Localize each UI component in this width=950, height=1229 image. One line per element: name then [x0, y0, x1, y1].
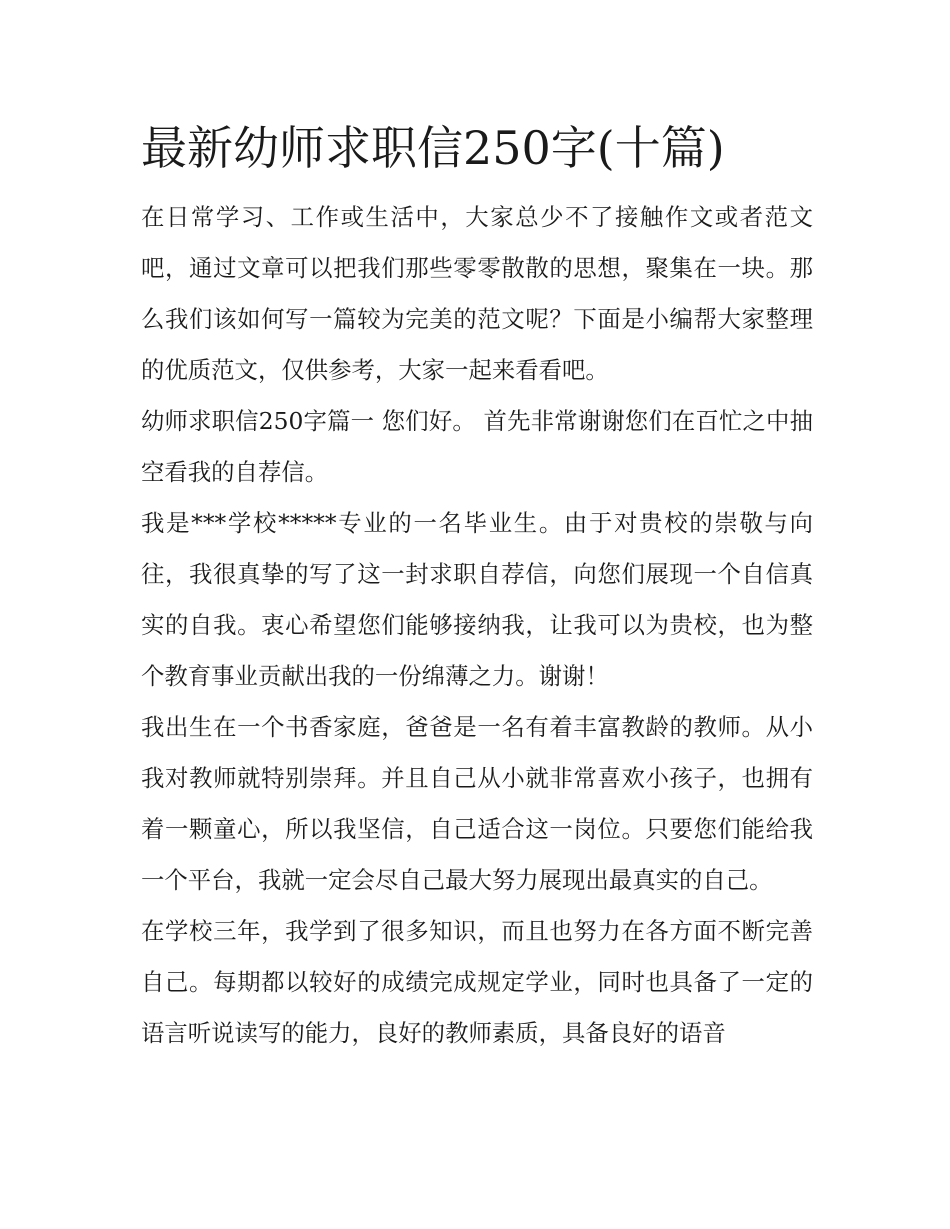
document-title: 最新幼师求职信250字(十篇) — [141, 121, 725, 175]
paragraph-intro: 在日常学习、工作或生活中，大家总少不了接触作文或者范文吧，通过文章可以把我们那些零零散散的思想，聚集在一块。那么我们该如何写一篇较为完美的范文呢？下面是小编帮大家整理的优质范文，仅供参考，大家一起来看看吧。 — [141, 203, 813, 384]
paragraph-greeting: 幼师求职信250字篇一 您们好。 首先非常谢谢您们在百忙之中抽空看我的自荐信。 — [141, 407, 813, 486]
paragraph-self-introduction: 我是***学校*****专业的一名毕业生。由于对贵校的崇敬与向往，我很真挚的写了这一封求职自荐信，向您们展现一个自信真实的自我。衷心希望您们能够接纳我，让我可以为贵校，也为整个教育事业贡献出我的一份绵薄之力。谢谢！ — [141, 509, 813, 690]
paragraph-school-experience: 在学校三年，我学到了很多知识，而且也努力在各方面不断完善自己。每期都以较好的成绩完成规定学业，同时也具备了一定的语言听说读写的能力，良好的教师素质，具备良好的语音 — [141, 917, 813, 1047]
document-content — [141, 118, 813, 1059]
paragraph-family-background: 我出生在一个书香家庭，爸爸是一名有着丰富教龄的教师。从小我对教师就特别崇拜。并且自己从小就非常喜欢小孩子，也拥有着一颗童心，所以我坚信，自己适合这一岗位。只要您们能给我一个平台，我就一定会尽自己最大努力展现出最真实的自己。 — [141, 713, 813, 894]
